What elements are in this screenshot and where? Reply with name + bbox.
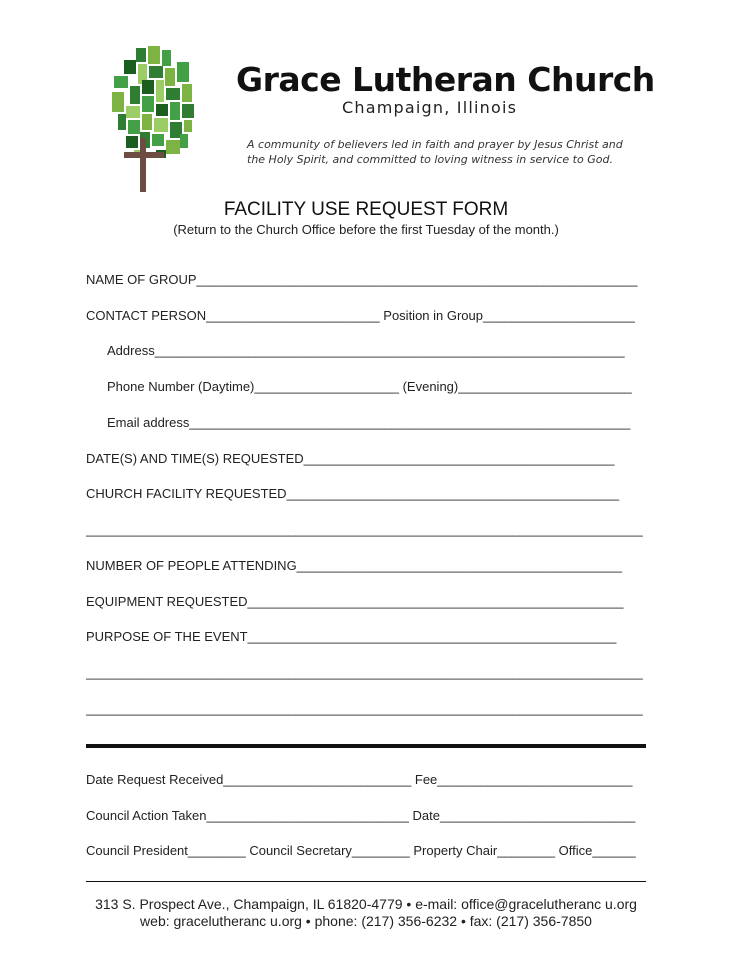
date-received-field: Date Request Received__________________________ Fee___________________________ — [86, 772, 633, 787]
tree-cross-logo-icon — [104, 44, 204, 194]
office-use-divider — [86, 744, 646, 748]
church-city: Champaign, Illinois — [342, 98, 518, 117]
address-field: Address_________________________________________________________________ — [107, 343, 625, 358]
form-subtitle: (Return to the Church Office before the first Tuesday of the month.) — [173, 222, 559, 237]
purpose-field: PURPOSE OF THE EVENT___________________________________________________ — [86, 629, 617, 644]
footer-divider — [86, 881, 646, 882]
people-attending-field: NUMBER OF PEOPLE ATTENDING_____________________________________________ — [86, 558, 623, 573]
contact-person-field: CONTACT PERSON________________________ Position in Group_____________________ — [86, 308, 635, 323]
signatures-field: Council President________ Council Secretary________ Property Chair________ Office______ — [86, 843, 636, 858]
church-tagline: A community of believers led in faith and prayer by Jesus Christ and the Holy Spirit, and committed to loving witness in service to God. — [247, 138, 623, 166]
council-action-field: Council Action Taken____________________________ Date___________________________ — [86, 808, 636, 823]
church-name: Grace Lutheran Church — [236, 60, 655, 99]
purpose-blank-line-2: _____________________________________________________________________________ — [86, 701, 643, 716]
name-of-group-field: NAME OF GROUP_____________________________________________________________ — [86, 272, 638, 287]
dates-times-field: DATE(S) AND TIME(S) REQUESTED___________________________________________ — [86, 451, 615, 466]
equipment-field: EQUIPMENT REQUESTED____________________________________________________ — [86, 594, 624, 609]
form-title: FACILITY USE REQUEST FORM — [223, 199, 509, 220]
footer-contact: web: gracelutheranc u.org • phone: (217) 356-6232 • fax: (217) 356-7850 — [140, 913, 592, 929]
email-field: Email address_____________________________________________________________ — [107, 415, 631, 430]
facility-field: CHURCH FACILITY REQUESTED______________________________________________ — [86, 486, 620, 501]
facility-blank-line: _____________________________________________________________________________ — [86, 522, 643, 537]
footer-address: 313 S. Prospect Ave., Champaign, IL 61820-4779 • e-mail: office@gracelutheranc u.org — [95, 896, 637, 912]
phone-field: Phone Number (Daytime)____________________ (Evening)________________________ — [107, 379, 632, 394]
purpose-blank-line-1: _____________________________________________________________________________ — [86, 665, 643, 680]
